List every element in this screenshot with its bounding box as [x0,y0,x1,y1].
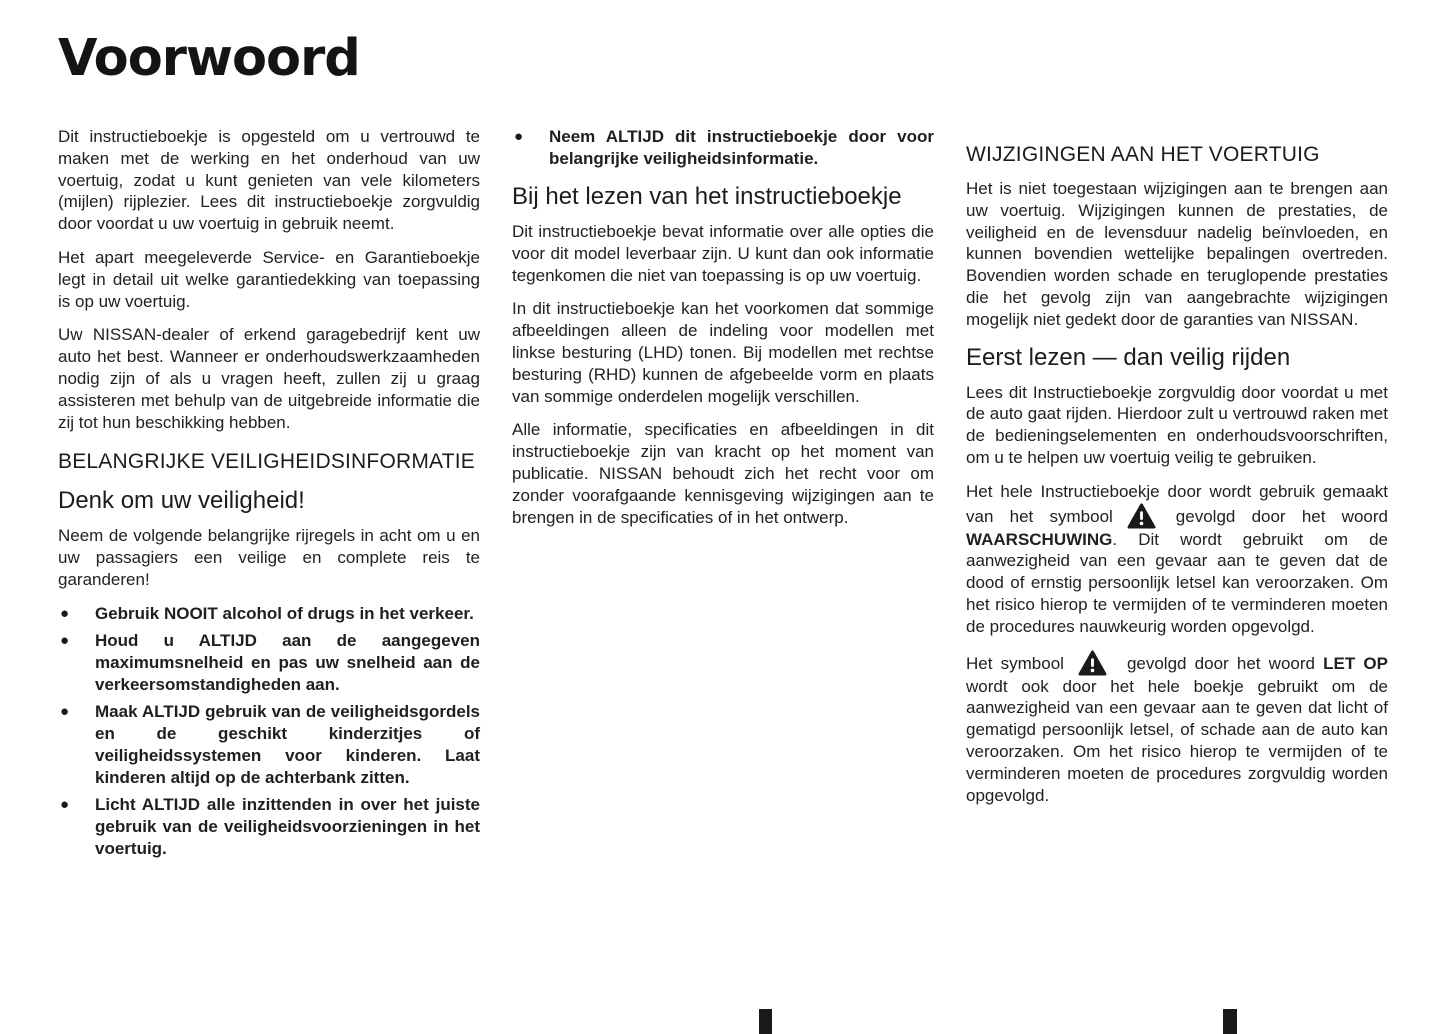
bullet-item [512,126,934,170]
bullet-text: Houd u ALTIJD aan de aangegeven maximumsnelheid en pas uw snelheid aan de verkeersomstandigheden aan. [95,630,480,694]
bullet-marker-icon: ● [514,128,524,145]
bullet-text: Licht ALTIJD alle inzittenden in over het juiste gebruik van de veiligheidsvoorzieningen in het voertuig. [95,794,480,858]
page-content [0,30,1445,865]
bullet-text: Neem ALTIJD dit instructieboekje door voor belangrijke veiligheidsinformatie. [549,127,934,168]
paragraph [966,650,1388,807]
bullet-item [58,701,480,789]
bullet-marker-icon: ● [60,795,70,813]
paragraph: Dit instructieboekje is opgesteld om u vertrouwd te maken met de werking en het onderhoud van uw voertuig, zodat u kunt genieten van vele kilometers (mijlen) rijplezier. Lees dit instructieboekje zorgvuldig door voordat u uw voertuig in gebruik neemt. [58,127,480,234]
keyword-bold: WAARSCHUWING [966,529,1113,549]
bullet-marker-icon: ● [60,604,70,622]
sub-heading: Eerst lezen — dan veilig rijden [966,343,1291,371]
bullet-text: Maak ALTIJD gebruik van de veiligheidsgordels en de geschikt kinderzitjes of veiligheidssystemen voor kinderen. Laat kinderen altijd op de achterbank zitten. [95,701,480,787]
sub-heading: Bij het lezen van het instructieboekje [512,183,902,210]
binding-mark [759,1009,772,1034]
paragraph: Dit instructieboekje bevat informatie over alle opties die voor dit model leverbaar zijn. U kunt dan ook informatie tegenkomen die niet van toepassing is op uw voertuig. [512,222,934,285]
paragraph: Uw NISSAN-dealer of erkend garagebedrijf kent uw auto het best. Wanneer er onderhoudswerkzaamheden nodig zijn of als u vragen heeft, zullen zij u graag assisteren met behulp van de uitgebreide informatie die zij tot hun beschikking hebben. [58,325,480,432]
text-run: Het hele Instructieboekje door wordt gebruik gemaakt van het symbool [966,481,1388,526]
paragraph: Lees dit Instructieboekje zorgvuldig door voordat u met de auto gaat rijden. Hierdoor zult u vertrouwd raken met de bedieningselementen en onderhoudsvoorschriften, om u te helpen uw voertuig veilig te gebruiken. [966,382,1388,467]
bullet-item [58,630,480,696]
section-heading: BELANGRIJKE VEILIGHEIDSINFORMATIE [58,450,475,474]
paragraph: Neem de volgende belangrijke rijregels in acht om u en uw passagiers een veilige en complete reis te garanderen! [58,526,480,589]
bullet-marker-icon: ● [60,702,70,720]
bullet-marker-icon: ● [60,631,70,649]
warning-triangle-icon [1078,650,1107,676]
keyword-bold: LET OP [1323,653,1388,673]
columns [58,126,1388,865]
text-run: gevolgd door het woord [1175,506,1388,526]
section-heading: WIJZIGINGEN AAN HET VOERTUIG [966,143,1320,166]
sub-heading: Denk om uw veiligheid! [58,487,305,515]
text-run: gevolgd door het woord [1126,653,1324,673]
paragraph [966,481,1388,638]
manual-page [0,30,1445,1034]
paragraph: Het apart meegeleverde Service- en Garantieboekje legt in detail uit welke garantiedekking van toepassing is op uw voertuig. [58,247,480,311]
paragraph: In dit instructieboekje kan het voorkomen dat sommige afbeeldingen alleen de indeling voor modellen met linkse besturing (LHD) tonen. Bij modellen met rechtse besturing (RHD) kunnen de afgebeelde vorm en plaats van sommige onderdelen mogelijk verschillen. [512,299,934,406]
column-3 [966,126,1388,865]
text-run: wordt ook door het hele boekje gebruikt om de aanwezigheid van een gevaar aan te geven dat licht of gematigd persoonlijk letsel, of schade aan de auto kan veroorzaken. Om het risico hierop te vermijden of te verminderen moeten de procedures zorgvuldig worden opgevolgd. [966,676,1388,805]
paragraph: Het is niet toegestaan wijzigingen aan te brengen aan uw voertuig. Wijzigingen kunnen de prestaties, de veiligheid en de levensduur nadelig beïnvloeden, en kunnen bovendien wettelijke bepalingen overtreden. Bovendien worden schade en teruglopende prestaties die het gevolg zijn van aangebrachte wijzigingen mogelijk niet gedekt door de garanties van NISSAN. [966,179,1388,329]
column-2 [512,126,934,865]
column-1 [58,126,480,865]
binding-mark [1223,1009,1237,1034]
bullet-text: Gebruik NOOIT alcohol of drugs in het verkeer. [95,603,474,623]
bullet-item [58,794,480,860]
bullet-item [58,603,480,625]
page-title: Voorwoord [58,29,360,88]
paragraph: Alle informatie, specificaties en afbeeldingen in dit instructieboekje zijn van kracht op het moment van publicatie. NISSAN behoudt zich het recht voor om zonder voorafgaande kennisgeving wijzigingen aan te brengen in de specificaties of in het ontwerp. [512,420,934,527]
text-run: . Dit wordt gebruikt om de aanwezigheid van een gevaar aan te geven dat de dood of ernstig persoonlijk letsel kan veroorzaken. Om het risico hierop te vermijden of te verminderen moeten de procedures nauwkeurig worden opgevolgd. [966,529,1388,636]
text-run: Het symbool [966,653,1064,673]
warning-triangle-icon [1127,503,1156,529]
